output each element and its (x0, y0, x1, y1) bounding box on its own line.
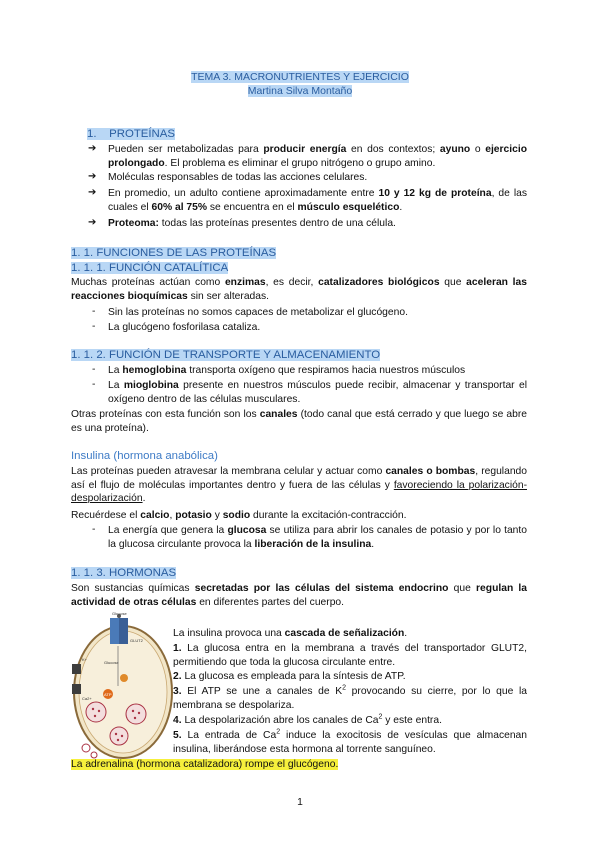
figure-label: K+ (82, 657, 88, 662)
step-5: 5. La entrada de Ca$^2$ induce la exocitosis de vesículas que almacenan insulina, liberándose esta hormona al torrente sanguíneo. (173, 728, 527, 755)
insulin-vesicle (110, 727, 128, 745)
insulin-vesicle (86, 702, 106, 722)
beta-cell-diagram (72, 612, 174, 764)
step-4: 4. La despolarización abre los canales de Ca$^2$ y este entra. (173, 713, 442, 726)
released-insulin (82, 744, 90, 752)
document-title: TEMA 3. MACRONUTRIENTES Y EJERCICIO (191, 71, 409, 83)
dash-bullet: - (92, 364, 96, 375)
figure-label: GLUT2 (130, 638, 143, 643)
figure-label: Glucose (104, 660, 119, 665)
insulin-vesicle (126, 704, 146, 724)
figure-label: Glucose (112, 612, 127, 616)
k-channel (72, 664, 81, 674)
arrow-bullet-icon: ➔ (88, 171, 97, 182)
subsection-heading-catalitica: 1. 1. 1. FUNCIÓN CATALÍTICA (71, 262, 229, 274)
highlight-adrenalina: La adrenalina (hormona catalizadora) rompe el glucógeno. (71, 759, 339, 770)
step-2: 2. La glucosa es empleada para la síntesis de ATP. (173, 671, 406, 682)
mitochondrion-marker (120, 674, 128, 682)
arrow-bullet-icon: ➔ (88, 187, 97, 198)
step-1: 1. La glucosa entra en la membrana a través del transportador GLUT2, permitiendo que toda la glucosa circulante entre. (173, 643, 527, 668)
paragraph-canales: Otras proteínas con esta función son los canales (todo canal que está cerrado y que luego se abre es una proteína). (71, 409, 527, 434)
arrow-bullet-icon: ➔ (88, 143, 97, 154)
arrow-bullet-icon: ➔ (88, 217, 97, 228)
paragraph-cascada: La insulina provoca una cascada de señalización. (173, 628, 408, 639)
paragraph-membrana: Las proteínas pueden atravesar la membrana celular y actuar como canales o bombas, regulando así el flujo de moléculas importantes dentro y fuera de las células y favoreciendo la polarización-despolarización. (71, 466, 527, 505)
dash-bullet: - (92, 321, 96, 332)
subsection-heading-transporte: 1. 1. 2. FUNCIÓN DE TRANSPORTE Y ALMACENAMIENTO (71, 349, 381, 361)
glut2-transporter (110, 618, 119, 644)
dash-item-mioglobina: La mioglobina presente en nuestros músculos puede recibir, almacenar y transportar el oxígeno dentro de las células musculares. (108, 380, 527, 405)
glut2-transporter-half (119, 618, 128, 644)
heading-insulina: Insulina (hormona anabólica) (71, 450, 218, 462)
page-number: 1 (297, 797, 303, 808)
section-heading-proteinas: 1. PROTEÍNAS (87, 128, 175, 140)
dash-item-fosforilasa: La glucógeno fosforilasa cataliza. (108, 322, 261, 333)
dash-bullet: - (92, 306, 96, 317)
ca-channel (72, 684, 81, 694)
dash-item-glucogeno: Sin las proteínas no somos capaces de metabolizar el glucógeno. (108, 307, 408, 318)
paragraph-enzimas: Muchas proteínas actúan como enzimas, es decir, catalizadores biológicos que aceleran las reacciones bioquímicas sin ser alteradas. (71, 277, 527, 302)
bullet-promedio: En promedio, un adulto contiene aproximadamente entre 10 y 12 kg de proteína, de las cuales el 60% al 75% se encuentra en el músculo esquelético. (108, 188, 527, 213)
dash-item-hemoglobina: La hemoglobina transporta oxígeno que respiramos hacia nuestros músculos (108, 365, 466, 376)
section-heading-funciones: 1. 1. FUNCIONES DE LAS PROTEÍNAS (71, 247, 277, 259)
dash-bullet: - (92, 524, 96, 535)
bullet-proteoma: Proteoma: todas las proteínas presentes dentro de una célula. (108, 218, 396, 229)
paragraph-calcio: Recuérdese el calcio, potasio y sodio durante la excitación-contracción. (71, 510, 407, 521)
bullet-moleculas: Moléculas responsables de todas las acciones celulares. (108, 172, 368, 183)
step-3: 3. El ATP se une a canales de $K^2$ provocando su cierre, por lo que la membrana se despolariza. (173, 684, 527, 711)
document-author: Martina Silva Montaño (247, 85, 353, 97)
bullet-proteinas-energia: Pueden ser metabolizadas para producir energía en dos contextos; ayuno o ejercicio prolongado. El problema es eliminar el grupo nitrógeno o grupo amino. (108, 144, 528, 169)
paragraph-hormonas: Son sustancias químicas secretadas por las células del sistema endocrino que regulan la actividad de otras células en diferentes partes del cuerpo. (71, 583, 528, 608)
subsection-heading-hormonas: 1. 1. 3. HORMONAS (71, 567, 177, 579)
figure-label: Ca2+ (82, 696, 92, 701)
dash-item-glucosa-energia: La energía que genera la glucosa se utiliza para abrir los canales de potasio y por lo tanto la glucosa circulante provoca la liberación de la insulina. (108, 525, 527, 550)
dash-bullet: - (92, 379, 96, 390)
figure-label: ATP (104, 692, 112, 697)
